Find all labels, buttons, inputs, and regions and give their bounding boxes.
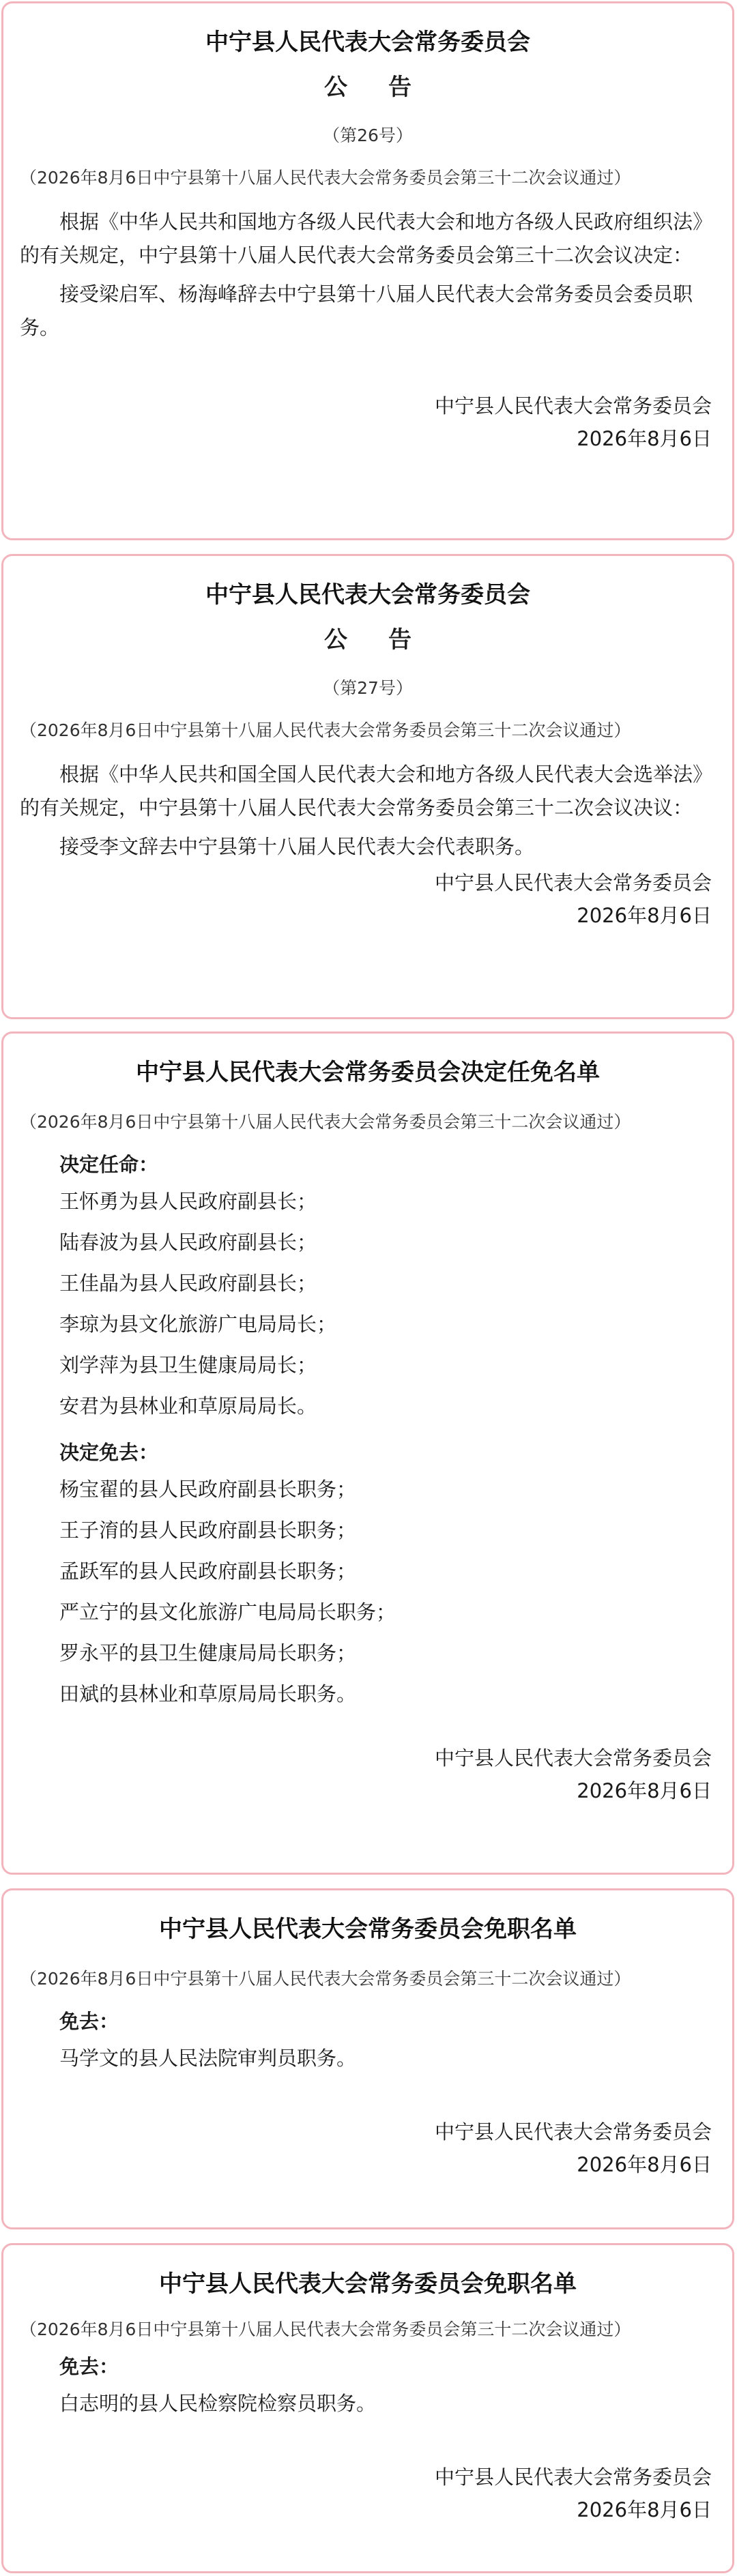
- list-item: 罗永平的县卫生健康局局长职务；: [59, 1641, 357, 1665]
- notice-body-paragraph: 接受梁启军、杨海峰辞去中宁县第十八届人民代表大会常务委员会委员职务。: [20, 282, 693, 339]
- list-item: 严立宁的县文化旅游广电局局长职务；: [59, 1600, 396, 1624]
- signature-date: 2026年8月6日: [577, 904, 712, 927]
- list-item: 李琼为县文化旅游广电局局长；: [59, 1313, 337, 1336]
- signature-org: 中宁县人民代表大会常务委员会: [434, 1746, 712, 1770]
- appoint-heading: 决定任命：: [59, 1153, 159, 1176]
- list-item: 孟跃军的县人民政府副县长职务；: [59, 1560, 357, 1583]
- notice-subtitle: 公告: [324, 74, 452, 101]
- list-title: 中宁县人民代表大会常务委员会免职名单: [159, 1916, 577, 1943]
- signature-org: 中宁县人民代表大会常务委员会: [434, 2465, 712, 2489]
- notice-26-card: [1, 1, 734, 540]
- notice-title: 中宁县人民代表大会常务委员会: [205, 581, 530, 609]
- notice-body-paragraph: 根据《中华人民共和国地方各级人民代表大会和地方各级人民政府组织法》的有关规定，中宁县第十八届人民代表大会常务委员会第三十二次会议决定：: [20, 210, 713, 267]
- meeting-passed-note: （2026年8月6日中宁县第十八届人民代表大会常务委员会第三十二次会议通过）: [20, 1112, 631, 1132]
- meeting-passed-note: （2026年8月6日中宁县第十八届人民代表大会常务委员会第三十二次会议通过）: [20, 1969, 631, 1989]
- list-item: 王佳晶为县人民政府副县长；: [59, 1272, 317, 1295]
- notice-body-paragraph: 根据《中华人民共和国全国人民代表大会和地方各级人民代表大会选举法》的有关规定，中宁县第十八届人民代表大会常务委员会第三十二次会议决议：: [20, 763, 713, 819]
- meeting-passed-note: （2026年8月6日中宁县第十八届人民代表大会常务委员会第三十二次会议通过）: [20, 720, 631, 740]
- notice-title: 中宁县人民代表大会常务委员会: [205, 29, 530, 56]
- meeting-passed-note: （2026年8月6日中宁县第十八届人民代表大会常务委员会第三十二次会议通过）: [20, 2319, 631, 2339]
- notice-27-card: [1, 554, 734, 1019]
- removal-list-card-court: [1, 1888, 734, 2229]
- list-item: 刘学萍为县卫生健康局局长；: [59, 1353, 317, 1377]
- remove-heading: 决定免去：: [59, 1441, 159, 1464]
- list-title: 中宁县人民代表大会常务委员会决定任免名单: [136, 1059, 600, 1086]
- signature-date: 2026年8月6日: [577, 2498, 712, 2521]
- signature-org: 中宁县人民代表大会常务委员会: [434, 394, 712, 418]
- list-item: 白志明的县人民检察院检察员职务。: [59, 2392, 377, 2415]
- list-item: 田斌的县林业和草原局局长职务。: [59, 1682, 357, 1706]
- list-item: 王子淯的县人民政府副县长职务；: [59, 1519, 357, 1542]
- list-item: 杨宝翟的县人民政府副县长职务；: [59, 1478, 357, 1501]
- signature-org: 中宁县人民代表大会常务委员会: [434, 871, 712, 894]
- notice-subtitle: 公告: [324, 626, 452, 654]
- remove-list: [20, 1469, 716, 1714]
- appointment-list-card: [1, 1031, 734, 1875]
- remove-heading: 免去：: [59, 2010, 119, 2033]
- signature-org: 中宁县人民代表大会常务委员会: [434, 2120, 712, 2143]
- list-item: 安君为县林业和草原局局长。: [59, 1394, 317, 1418]
- signature-date: 2026年8月6日: [577, 1779, 712, 1802]
- signature-date: 2026年8月6日: [577, 2153, 712, 2176]
- remove-heading: 免去：: [59, 2355, 119, 2378]
- list-item: 陆春波为县人民政府副县长；: [59, 1231, 317, 1254]
- notice-number: （第27号）: [323, 678, 413, 698]
- meeting-passed-note: （2026年8月6日中宁县第十八届人民代表大会常务委员会第三十二次会议通过）: [20, 168, 631, 188]
- signature-date: 2026年8月6日: [577, 427, 712, 450]
- appoint-list: [20, 1181, 716, 1426]
- list-item: 马学文的县人民法院审判员职务。: [59, 2047, 357, 2070]
- removal-list-card-procuratorate: [1, 2243, 734, 2573]
- notice-number: （第26号）: [323, 126, 413, 145]
- notice-body-paragraph: 接受李文辞去中宁县第十八届人民代表大会代表职务。: [59, 835, 535, 858]
- list-title: 中宁县人民代表大会常务委员会免职名单: [159, 2270, 577, 2298]
- list-item: 王怀勇为县人民政府副县长；: [59, 1190, 317, 1213]
